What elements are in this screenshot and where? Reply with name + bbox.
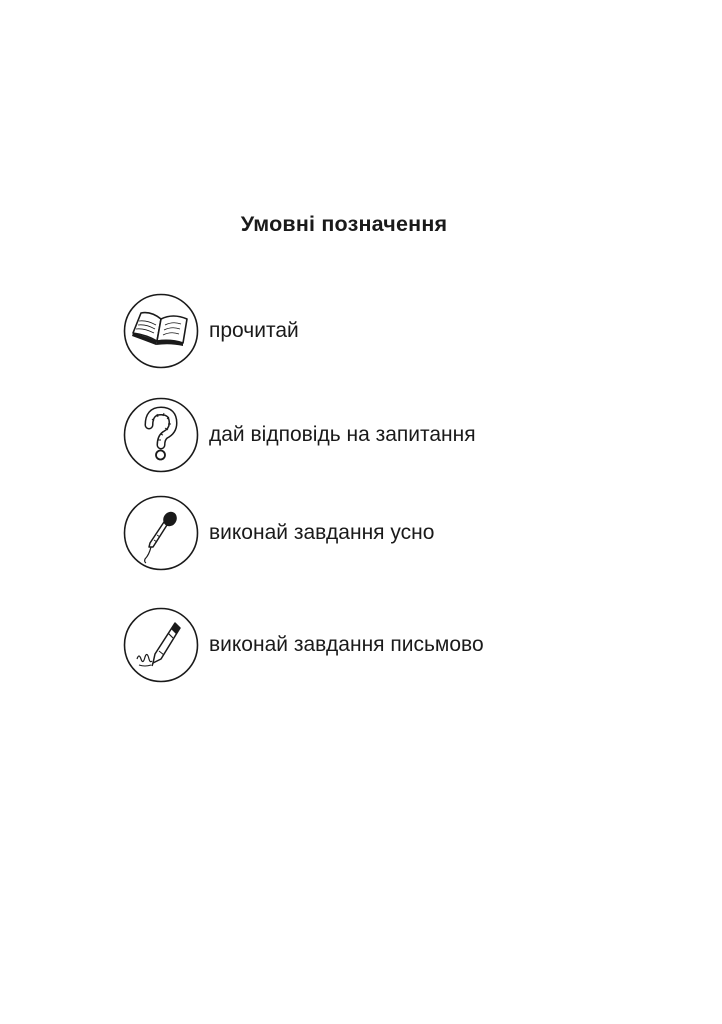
question-mark-icon <box>123 397 199 473</box>
open-book-icon <box>123 293 199 369</box>
legend-item-oral <box>123 495 683 571</box>
legend-label: виконай завдання усно <box>209 521 435 544</box>
pen-writing-icon <box>123 607 199 683</box>
legend-label: виконай завдання письмово <box>209 633 484 656</box>
page-title: Умовні позначення <box>240 212 448 236</box>
legend-item-read <box>123 293 683 369</box>
legend-label: дай відповідь на запитання <box>209 423 476 446</box>
microphone-icon <box>123 495 199 571</box>
legend-item-answer <box>123 397 683 473</box>
legend-label: прочитай <box>209 319 299 342</box>
legend-item-written <box>123 607 683 683</box>
